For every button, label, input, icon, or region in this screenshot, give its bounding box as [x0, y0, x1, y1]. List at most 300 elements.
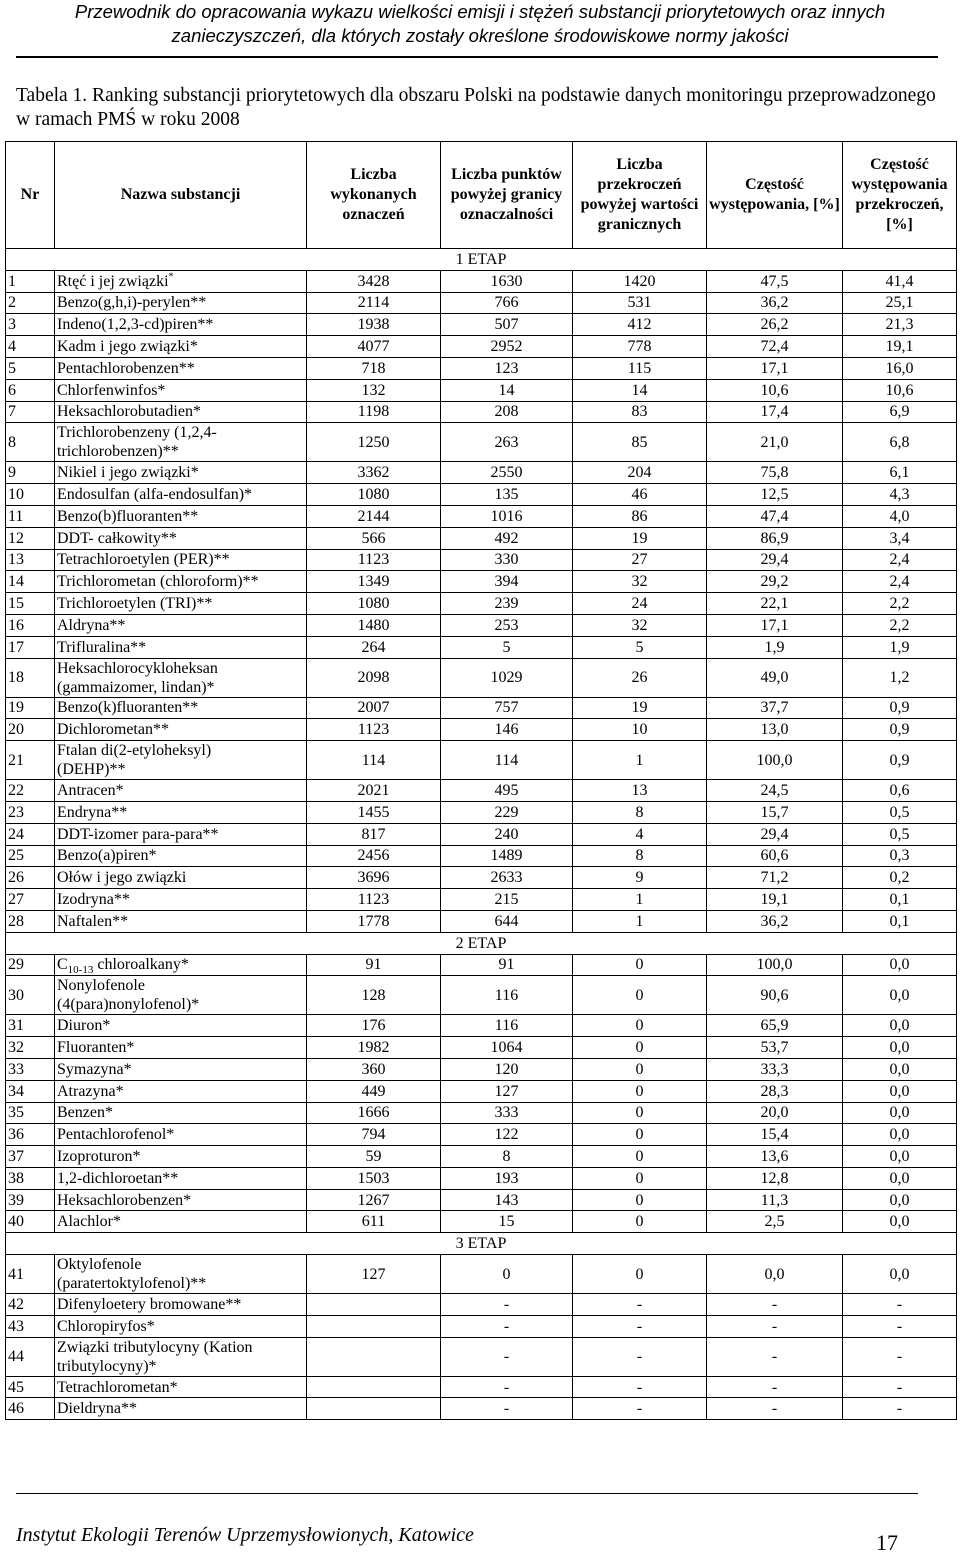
- row-value-c2: 5: [441, 636, 573, 658]
- row-value-c2: 495: [441, 780, 573, 802]
- row-value-c3: 0: [573, 1102, 707, 1124]
- row-nr: 37: [6, 1146, 55, 1168]
- row-value-c3: 14: [573, 379, 707, 401]
- etap-label: 3 ETAP: [6, 1233, 957, 1255]
- row-value-c2: 507: [441, 314, 573, 336]
- row-value-c4: 36,2: [707, 292, 843, 314]
- row-nr: 30: [6, 976, 55, 1015]
- row-substance-name: [55, 357, 307, 379]
- row-value-c2: 644: [441, 910, 573, 932]
- substance-name-continued: tributylocyny)*: [57, 1357, 157, 1375]
- row-nr: 24: [6, 823, 55, 845]
- row-value-c4: 13,6: [707, 1146, 843, 1168]
- row-value-c1: [307, 1337, 441, 1376]
- row-substance-name: [55, 1376, 307, 1398]
- row-value-c3: 412: [573, 314, 707, 336]
- row-substance-name: [55, 549, 307, 571]
- substance-name: 1,2-dichloroetan**: [57, 1169, 179, 1187]
- row-value-c3: 1: [573, 741, 707, 780]
- row-value-c4: 0,0: [707, 1255, 843, 1294]
- row-nr: 18: [6, 658, 55, 697]
- row-substance-name: [55, 484, 307, 506]
- substance-name: Atrazyna*: [57, 1082, 124, 1100]
- row-substance-name: [55, 505, 307, 527]
- row-value-c2: 135: [441, 484, 573, 506]
- row-value-c4: 17,1: [707, 614, 843, 636]
- table-row: [6, 719, 957, 741]
- row-value-c3: 4: [573, 823, 707, 845]
- row-substance-name: [55, 1167, 307, 1189]
- row-nr: 1: [6, 270, 55, 292]
- row-substance-name: [55, 1315, 307, 1337]
- row-value-c1: 132: [307, 379, 441, 401]
- row-value-c3: 0: [573, 1080, 707, 1102]
- row-value-c1: [307, 1398, 441, 1420]
- row-substance-name: [55, 571, 307, 593]
- substance-name: Benzen*: [57, 1104, 113, 1122]
- substance-name-continued: (paratertoktylofenol)**: [57, 1275, 207, 1293]
- row-value-c5: 16,0: [843, 357, 957, 379]
- row-value-c5: 6,8: [843, 423, 957, 462]
- row-value-c1: 1123: [307, 889, 441, 911]
- row-substance-name: [55, 1037, 307, 1059]
- row-value-c3: 5: [573, 636, 707, 658]
- row-value-c1: 360: [307, 1058, 441, 1080]
- row-substance-name: [55, 719, 307, 741]
- table-row: [6, 636, 957, 658]
- row-value-c1: 718: [307, 357, 441, 379]
- row-value-c2: 127: [441, 1080, 573, 1102]
- table-row: [6, 1294, 957, 1316]
- row-nr: 38: [6, 1167, 55, 1189]
- row-value-c4: 20,0: [707, 1102, 843, 1124]
- row-value-c3: 0: [573, 954, 707, 976]
- row-substance-name: [55, 593, 307, 615]
- col-header-frequency: Częstość występowania, [%]: [707, 142, 843, 249]
- row-substance-name: [55, 741, 307, 780]
- row-substance-name: [55, 314, 307, 336]
- table-row: [6, 867, 957, 889]
- substance-name: Benzo(k)fluoranten**: [57, 699, 199, 717]
- row-value-c3: 83: [573, 401, 707, 423]
- row-value-c2: -: [441, 1337, 573, 1376]
- row-value-c4: 15,4: [707, 1124, 843, 1146]
- row-value-c5: 6,1: [843, 462, 957, 484]
- row-value-c4: 17,1: [707, 357, 843, 379]
- substance-name: Tetrachloroetylen (PER)**: [57, 551, 230, 569]
- substance-name: Antracen*: [57, 782, 124, 800]
- table-row: [6, 889, 957, 911]
- row-value-c1: 264: [307, 636, 441, 658]
- table-row: [6, 1146, 957, 1168]
- row-value-c3: 86: [573, 505, 707, 527]
- row-value-c3: 8: [573, 845, 707, 867]
- row-nr: 19: [6, 697, 55, 719]
- row-substance-name: [55, 801, 307, 823]
- row-value-c1: 3696: [307, 867, 441, 889]
- row-value-c4: 21,0: [707, 423, 843, 462]
- table-row: [6, 549, 957, 571]
- row-value-c2: 239: [441, 593, 573, 615]
- row-value-c1: 1349: [307, 571, 441, 593]
- substance-name: Nikiel i jego związki*: [57, 464, 199, 482]
- row-value-c5: 19,1: [843, 336, 957, 358]
- row-value-c3: 778: [573, 336, 707, 358]
- row-substance-name: [55, 1058, 307, 1080]
- row-value-c1: 1480: [307, 614, 441, 636]
- col-header-exceedances: Liczba przekroczeń powyżej wartości granicznych: [573, 142, 707, 249]
- col-header-points-above-lod: Liczba punktów powyżej granicy oznaczalności: [441, 142, 573, 249]
- row-substance-name: [55, 1015, 307, 1037]
- row-substance-name: [55, 1398, 307, 1420]
- row-value-c5: 0,5: [843, 823, 957, 845]
- row-value-c5: 0,9: [843, 719, 957, 741]
- row-nr: 7: [6, 401, 55, 423]
- footer-divider: [16, 1493, 918, 1494]
- substance-name-continued: (4(para)nonylofenol)*: [57, 996, 200, 1014]
- row-value-c3: 204: [573, 462, 707, 484]
- row-value-c5: 0,0: [843, 954, 957, 976]
- substance-name: Heksachlorobutadien*: [57, 403, 201, 421]
- substance-name: Oktylofenole: [57, 1256, 142, 1274]
- row-value-c1: 817: [307, 823, 441, 845]
- table-row: [6, 1037, 957, 1059]
- table-row: [6, 658, 957, 697]
- table-row: [6, 423, 957, 462]
- substance-name-prefix: C: [57, 956, 68, 974]
- table-row: [6, 270, 957, 292]
- row-value-c5: 0,0: [843, 1189, 957, 1211]
- row-value-c5: -: [843, 1337, 957, 1376]
- row-nr: 31: [6, 1015, 55, 1037]
- row-value-c4: 29,2: [707, 571, 843, 593]
- row-substance-name: [55, 1080, 307, 1102]
- row-value-c3: 26: [573, 658, 707, 697]
- row-value-c1: 1250: [307, 423, 441, 462]
- table-row: [6, 505, 957, 527]
- table-row: [6, 484, 957, 506]
- row-value-c1: 1938: [307, 314, 441, 336]
- table-row: [6, 845, 957, 867]
- substance-name: DDT-izomer para-para**: [57, 825, 219, 843]
- substance-name: Symazyna*: [57, 1060, 132, 1078]
- row-value-c5: 0,0: [843, 1102, 957, 1124]
- substance-name: Heksachlorocykloheksan: [57, 659, 218, 677]
- row-nr: 36: [6, 1124, 55, 1146]
- row-value-c4: 17,4: [707, 401, 843, 423]
- row-substance-name: [55, 697, 307, 719]
- row-value-c2: 330: [441, 549, 573, 571]
- col-header-exceedance-frequency: Częstość występowania przekroczeń, [%]: [843, 142, 957, 249]
- row-value-c1: 2098: [307, 658, 441, 697]
- header-line-2: zanieczyszczeń, dla których zostały określone środowiskowe normy jakości: [171, 25, 789, 46]
- row-value-c4: 65,9: [707, 1015, 843, 1037]
- row-value-c2: 1064: [441, 1037, 573, 1059]
- row-substance-name: [55, 614, 307, 636]
- row-value-c3: 24: [573, 593, 707, 615]
- row-nr: 2: [6, 292, 55, 314]
- substance-name: Trifluralina**: [57, 638, 147, 656]
- row-value-c1: 91: [307, 954, 441, 976]
- table-row: [6, 571, 957, 593]
- row-value-c5: 0,0: [843, 1124, 957, 1146]
- substance-name: Nonylofenole: [57, 977, 145, 995]
- row-value-c4: -: [707, 1376, 843, 1398]
- col-header-nr: Nr: [6, 142, 55, 249]
- row-value-c2: 2550: [441, 462, 573, 484]
- row-value-c4: 75,8: [707, 462, 843, 484]
- row-substance-name: [55, 336, 307, 358]
- col-header-name: Nazwa substancji: [55, 142, 307, 249]
- row-value-c4: 90,6: [707, 976, 843, 1015]
- row-value-c1: 1080: [307, 484, 441, 506]
- row-nr: 32: [6, 1037, 55, 1059]
- row-value-c5: -: [843, 1376, 957, 1398]
- table-row: [6, 780, 957, 802]
- header-divider: [16, 56, 938, 58]
- row-value-c4: 71,2: [707, 867, 843, 889]
- col-header-measurements: Liczba wykonanych oznaczeń: [307, 142, 441, 249]
- row-value-c2: 757: [441, 697, 573, 719]
- table-row: [6, 462, 957, 484]
- row-value-c5: 25,1: [843, 292, 957, 314]
- row-value-c5: 0,0: [843, 1146, 957, 1168]
- table-row: [6, 954, 957, 976]
- substance-name: Heksachlorobenzen*: [57, 1191, 192, 1209]
- table-row: [6, 527, 957, 549]
- substance-name: Endosulfan (alfa-endosulfan)*: [57, 486, 253, 504]
- row-value-c2: -: [441, 1315, 573, 1337]
- row-value-c2: 2952: [441, 336, 573, 358]
- row-value-c2: 114: [441, 741, 573, 780]
- table-row: [6, 823, 957, 845]
- row-value-c1: 794: [307, 1124, 441, 1146]
- row-value-c1: 1267: [307, 1189, 441, 1211]
- row-substance-name: [55, 1102, 307, 1124]
- substance-name: Fluoranten*: [57, 1039, 135, 1056]
- table-row: [6, 314, 957, 336]
- row-nr: 10: [6, 484, 55, 506]
- row-value-c5: 2,2: [843, 614, 957, 636]
- row-value-c4: 33,3: [707, 1058, 843, 1080]
- table-row: [6, 379, 957, 401]
- row-value-c1: 1080: [307, 593, 441, 615]
- row-value-c3: 0: [573, 1255, 707, 1294]
- row-value-c4: 72,4: [707, 336, 843, 358]
- row-value-c1: 566: [307, 527, 441, 549]
- page-header: [0, 0, 960, 48]
- row-value-c4: 11,3: [707, 1189, 843, 1211]
- row-substance-name: [55, 1124, 307, 1146]
- row-substance-name: [55, 462, 307, 484]
- row-nr: 46: [6, 1398, 55, 1420]
- row-substance-name: [55, 658, 307, 697]
- row-value-c4: 36,2: [707, 910, 843, 932]
- row-value-c4: 86,9: [707, 527, 843, 549]
- row-value-c4: 53,7: [707, 1037, 843, 1059]
- table-row: [6, 1337, 957, 1376]
- row-value-c4: 2,5: [707, 1211, 843, 1233]
- row-value-c3: 1420: [573, 270, 707, 292]
- substance-name: Tetrachlorometan*: [57, 1378, 178, 1396]
- substance-name: Chloropiryfos*: [57, 1317, 155, 1335]
- row-value-c1: 59: [307, 1146, 441, 1168]
- row-value-c3: 1: [573, 889, 707, 911]
- row-substance-name: [55, 954, 307, 976]
- row-value-c1: 1982: [307, 1037, 441, 1059]
- row-value-c1: 128: [307, 976, 441, 1015]
- row-nr: 28: [6, 910, 55, 932]
- row-substance-name: [55, 910, 307, 932]
- row-value-c5: 2,4: [843, 571, 957, 593]
- substance-name: Trichlorometan (chloroform)**: [57, 573, 259, 591]
- row-nr: 8: [6, 423, 55, 462]
- row-value-c4: -: [707, 1315, 843, 1337]
- row-value-c3: 0: [573, 1124, 707, 1146]
- row-value-c5: -: [843, 1398, 957, 1420]
- row-value-c2: -: [441, 1376, 573, 1398]
- row-value-c3: -: [573, 1398, 707, 1420]
- substance-name: Trichlorobenzeny (1,2,4-: [57, 424, 217, 442]
- row-value-c3: 0: [573, 1211, 707, 1233]
- substance-name: Alachlor*: [57, 1213, 121, 1231]
- row-value-c2: 91: [441, 954, 573, 976]
- row-nr: 9: [6, 462, 55, 484]
- row-substance-name: [55, 527, 307, 549]
- table-row: [6, 401, 957, 423]
- row-value-c1: 449: [307, 1080, 441, 1102]
- substance-name: Benzo(g,h,i)-perylen**: [57, 294, 207, 312]
- row-value-c2: 215: [441, 889, 573, 911]
- row-substance-name: [55, 423, 307, 462]
- row-value-c2: 1016: [441, 505, 573, 527]
- row-value-c3: 0: [573, 1037, 707, 1059]
- table-row: [6, 801, 957, 823]
- row-substance-name: [55, 1146, 307, 1168]
- row-value-c5: 0,0: [843, 1167, 957, 1189]
- row-nr: 6: [6, 379, 55, 401]
- row-value-c3: 0: [573, 976, 707, 1015]
- row-value-c4: 28,3: [707, 1080, 843, 1102]
- substance-name: Związki tributylocyny (Kation: [57, 1338, 253, 1356]
- row-value-c1: 1778: [307, 910, 441, 932]
- row-value-c3: 13: [573, 780, 707, 802]
- row-value-c1: 1503: [307, 1167, 441, 1189]
- row-value-c4: 24,5: [707, 780, 843, 802]
- row-value-c5: 0,5: [843, 801, 957, 823]
- row-value-c5: 0,0: [843, 1211, 957, 1233]
- row-value-c5: 4,3: [843, 484, 957, 506]
- row-value-c3: 115: [573, 357, 707, 379]
- row-value-c1: 127: [307, 1255, 441, 1294]
- row-value-c5: 0,0: [843, 976, 957, 1015]
- row-value-c1: 2114: [307, 292, 441, 314]
- row-nr: 29: [6, 954, 55, 976]
- row-nr: 22: [6, 780, 55, 802]
- row-value-c5: -: [843, 1294, 957, 1316]
- row-value-c1: 1123: [307, 719, 441, 741]
- row-value-c4: 100,0: [707, 741, 843, 780]
- row-value-c3: 9: [573, 867, 707, 889]
- substance-name-subscript: 10-13: [67, 964, 94, 976]
- row-value-c3: 0: [573, 1189, 707, 1211]
- row-nr: 40: [6, 1211, 55, 1233]
- substance-name: Izoproturon*: [57, 1147, 141, 1165]
- row-value-c5: 0,6: [843, 780, 957, 802]
- row-value-c2: 229: [441, 801, 573, 823]
- substance-name: Indeno(1,2,3-cd)piren**: [57, 316, 214, 334]
- substance-name: Trichloroetylen (TRI)**: [57, 595, 213, 613]
- page-number: 17: [876, 1530, 898, 1555]
- row-value-c3: 0: [573, 1015, 707, 1037]
- row-value-c3: 8: [573, 801, 707, 823]
- table-row: [6, 1315, 957, 1337]
- row-nr: 15: [6, 593, 55, 615]
- row-value-c5: 0,2: [843, 867, 957, 889]
- row-substance-name: [55, 780, 307, 802]
- row-value-c1: 1666: [307, 1102, 441, 1124]
- row-value-c2: 1630: [441, 270, 573, 292]
- row-value-c5: 0,0: [843, 1255, 957, 1294]
- row-nr: 26: [6, 867, 55, 889]
- row-value-c2: 766: [441, 292, 573, 314]
- row-value-c2: 143: [441, 1189, 573, 1211]
- substance-name-continued: (gammaizomer, lindan)*: [57, 678, 215, 696]
- row-value-c2: 208: [441, 401, 573, 423]
- row-value-c4: -: [707, 1398, 843, 1420]
- substance-name: Ftalan di(2-etyloheksyl): [57, 742, 212, 760]
- table-row: [6, 1058, 957, 1080]
- row-value-c1: 176: [307, 1015, 441, 1037]
- substance-name: Pentachlorobenzen**: [57, 359, 195, 377]
- substance-name: Izodryna**: [57, 891, 130, 909]
- row-value-c3: 531: [573, 292, 707, 314]
- row-value-c3: -: [573, 1315, 707, 1337]
- row-value-c1: 1123: [307, 549, 441, 571]
- table-row: [6, 1398, 957, 1420]
- row-value-c5: 0,0: [843, 1015, 957, 1037]
- substance-name: Dieldryna**: [57, 1400, 137, 1418]
- row-value-c3: -: [573, 1337, 707, 1376]
- row-value-c4: 12,5: [707, 484, 843, 506]
- row-value-c2: 1029: [441, 658, 573, 697]
- table-row: [6, 1255, 957, 1294]
- row-value-c3: 27: [573, 549, 707, 571]
- table-row: [6, 1080, 957, 1102]
- substance-name: Chlorfenwinfos*: [57, 381, 166, 399]
- row-nr: 43: [6, 1315, 55, 1337]
- row-value-c1: 3362: [307, 462, 441, 484]
- row-substance-name: [55, 292, 307, 314]
- etap-row: [6, 1233, 957, 1255]
- substance-name: Pentachlorofenol*: [57, 1126, 175, 1144]
- row-value-c4: 10,6: [707, 379, 843, 401]
- row-value-c3: 32: [573, 614, 707, 636]
- row-value-c2: 8: [441, 1146, 573, 1168]
- row-nr: 23: [6, 801, 55, 823]
- table-row: [6, 976, 957, 1015]
- row-value-c2: 123: [441, 357, 573, 379]
- substance-name: Benzo(b)fluoranten**: [57, 507, 199, 525]
- row-value-c3: -: [573, 1376, 707, 1398]
- row-value-c1: [307, 1294, 441, 1316]
- row-value-c4: 49,0: [707, 658, 843, 697]
- etap-label: 1 ETAP: [6, 249, 957, 271]
- row-value-c3: 1: [573, 910, 707, 932]
- row-substance-name: [55, 1337, 307, 1376]
- row-value-c1: 2144: [307, 505, 441, 527]
- row-value-c1: 1455: [307, 801, 441, 823]
